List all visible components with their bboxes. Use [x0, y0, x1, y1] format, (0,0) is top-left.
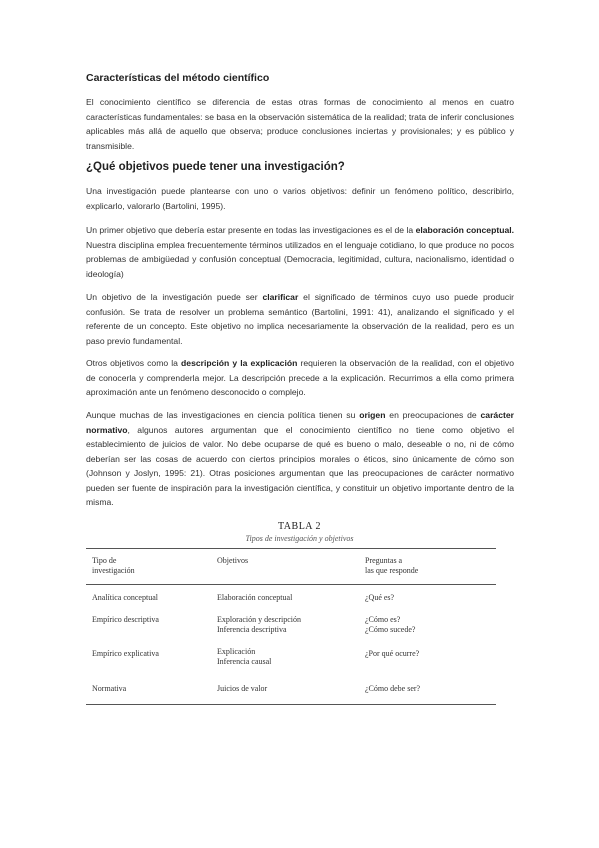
section-heading-objetivos: ¿Qué objetivos puede tener una investigación?	[86, 161, 345, 173]
table-cell-tipo: Empírico explicativa	[92, 649, 159, 658]
header-line: Objetivos	[217, 556, 249, 565]
objetivo-line: Inferencia causal	[217, 657, 272, 666]
paragraph-normativo	[86, 408, 514, 510]
section-heading-metodo-cientifico: Características del método científico	[86, 72, 270, 84]
research-types-table	[86, 548, 496, 708]
bold-term: carácter normativo	[86, 410, 514, 435]
table-cell-preguntas	[365, 593, 394, 603]
table-header-objetivos	[217, 556, 248, 566]
paragraph-clarificar	[86, 290, 514, 348]
text-run: Otros objetivos como la	[86, 358, 182, 368]
table-cell-tipo: Analítica conceptual	[92, 593, 158, 602]
text-run: Aunque muchas de las investigaciones en ciencia política tienen su	[86, 410, 360, 420]
paragraph-caracteristicas: El conocimiento científico se diferencia de estas otras formas de conocimiento al menos en cuatro características fundamentales: se basa en la observación sistemática de la realidad; trata de inferir conclusiones aplicables más allá de aquello que observa; produce conclusiones inciertas y provisionales; y es público y transmisible.	[86, 97, 515, 151]
paragraph-elaboracion-conceptual	[86, 223, 514, 281]
table-top-rule	[86, 548, 496, 549]
table-cell-tipo: Empírico descriptiva	[92, 615, 159, 624]
text-run: Nuestra disciplina emplea frecuentemente términos utilizados en el lenguaje cotidiano, lo que produce no pocos problemas de ambigüedad y confusión conceptual (Democracia, legitimidad, cultura, nacionalismo, identidad o ideología)	[86, 239, 514, 279]
pregunta-line: ¿Qué es?	[365, 593, 395, 602]
table-subtitle: Tipos de investigación y objetivos	[245, 534, 354, 543]
table-header-tipo	[92, 556, 135, 576]
table-cell-objetivos	[217, 593, 292, 603]
table-header-preguntas	[365, 556, 418, 576]
text-run: , algunos autores argumentan que el conocimiento científico no tiene como objetivo el establecimiento de juicios de valor. No debe ocuparse de qué es bueno o malo, deseable o no, ni de cómo deberían ser las cosas de acuerdo con ciertos principios morales o éticos, sino únicamente de cómo son (Johnson y Joslyn, 1995: 21). Otras posiciones argumentan que las preocupaciones de carácter normativo pueden ser fuente de inspiración para la investigación científica, y constituir un objetivo importante dentro de la misma.	[86, 424, 514, 507]
table-bottom-rule	[86, 704, 496, 705]
objetivo-line: Explicación	[217, 647, 256, 656]
objetivo-line: Inferencia descriptiva	[217, 625, 287, 634]
text-run: requieren la observación de la realidad, con el objetivo de conocerla y comprenderla mejor. La descripción precede a la explicación. Recurrimos a ella como primera aproximación ante un fenómeno desconocido o complejo.	[86, 358, 515, 397]
header-line: investigación	[92, 566, 135, 575]
bold-term: elaboración conceptual.	[415, 225, 514, 235]
table-cell-objetivos	[217, 684, 267, 694]
header-line: Tipo de	[92, 556, 117, 565]
table-cell-tipo: Normativa	[92, 684, 127, 693]
pregunta-line: ¿Cómo es?	[365, 615, 401, 624]
text-run: Un objetivo de la investigación puede ser	[86, 292, 263, 302]
text-run: Un primer objetivo que debería estar presente en todas las investigaciones es el de la	[86, 225, 416, 235]
table-cell-objetivos	[217, 647, 271, 667]
objetivo-line: Juicios de valor	[217, 684, 268, 693]
bold-term: origen	[359, 410, 386, 420]
pregunta-line: ¿Por qué ocurre?	[365, 649, 420, 658]
table-cell-preguntas	[365, 649, 419, 659]
text-run: en preocupaciones de	[385, 410, 481, 420]
objetivo-line: Exploración y descripción	[217, 615, 301, 624]
bold-term: descripción y la explicación	[181, 358, 298, 368]
text-run: el significado de términos cuyo uso puede producir confusión. Se trata de resolver un problema semántico (Bartolini, 1991: 41), analizando el significado y el referente de un concepto. Este objetivo no implica necesariamente la observación de la realidad, pero es un paso previo fundamental.	[86, 292, 514, 346]
pregunta-line: ¿Cómo sucede?	[365, 625, 416, 634]
paragraph-objetivos-intro: Una investigación puede plantearse con uno o varios objetivos: definir un fenómeno político, describirlo, explicarlo, valorarlo (Bartolini, 1995).	[86, 186, 514, 211]
objetivo-line: Elaboración conceptual	[217, 593, 293, 602]
table-cell-objetivos	[217, 615, 301, 635]
header-line: las que responde	[365, 566, 419, 575]
bold-term: clarificar	[262, 292, 299, 302]
header-line: Preguntas a	[365, 556, 403, 565]
pregunta-line: ¿Cómo debe ser?	[365, 684, 421, 693]
table-title: TABLA 2	[278, 521, 321, 532]
table-header-rule	[86, 584, 496, 585]
paragraph-descripcion-explicacion	[86, 356, 514, 400]
table-cell-preguntas	[365, 684, 420, 694]
table-cell-preguntas	[365, 615, 415, 635]
